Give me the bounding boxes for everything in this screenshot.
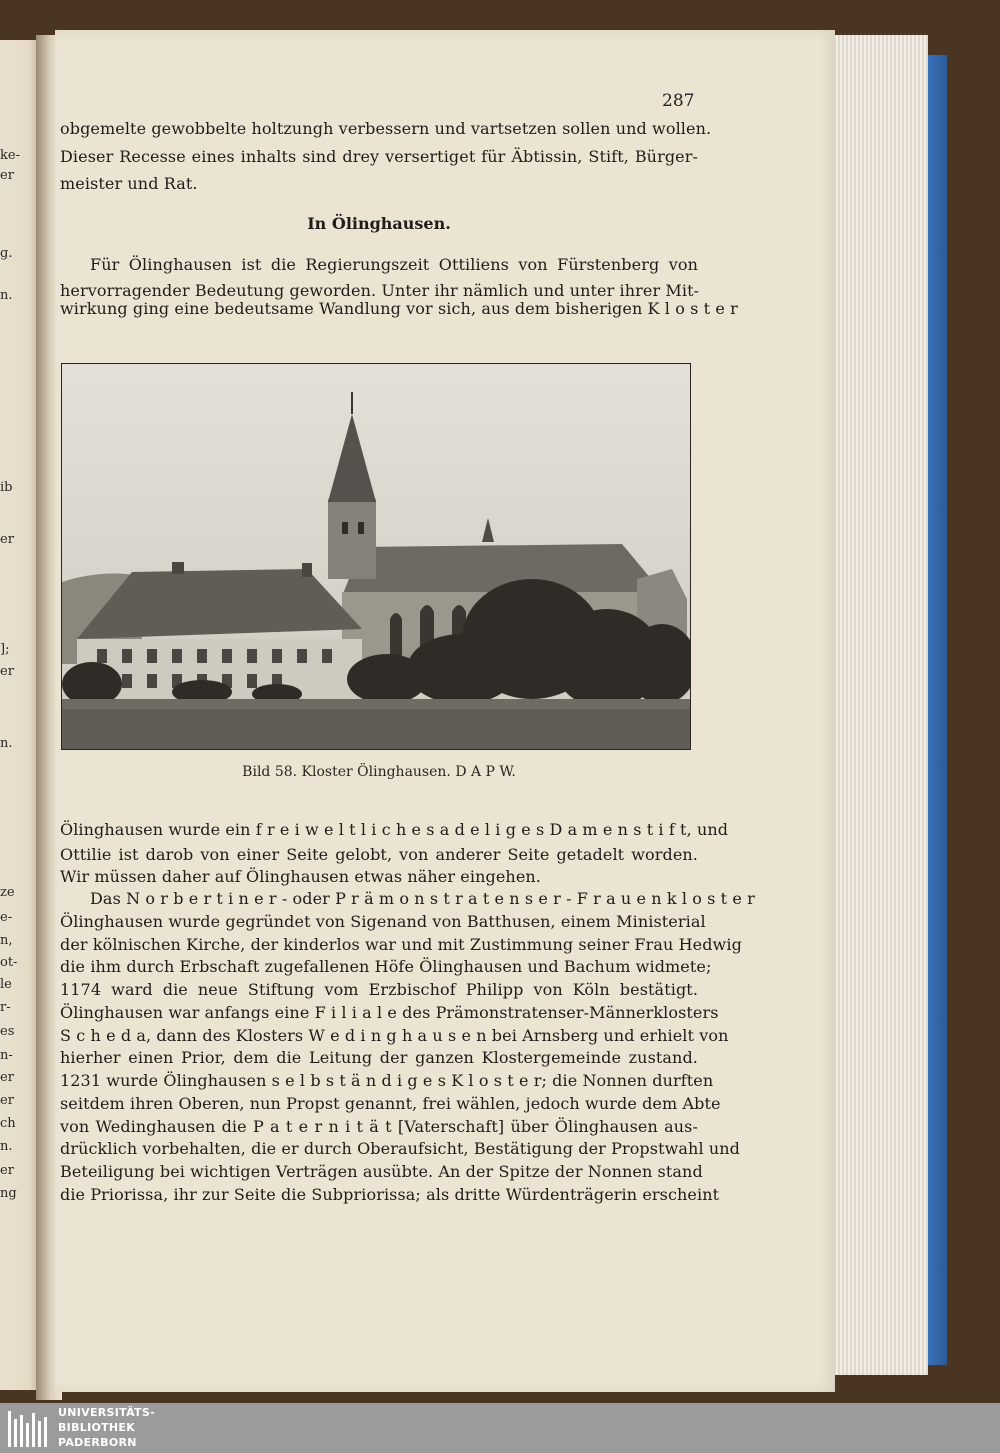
text-line: 1174 ward die neue Stiftung vom Erzbischof Philipp von Köln bestätigt.: [60, 980, 698, 999]
left-page-fragment: er: [0, 1163, 14, 1178]
library-name-line: UNIVERSITÄTS-: [58, 1406, 155, 1419]
left-page-fragment: n.: [0, 1139, 13, 1154]
text-line: hervorragender Bedeutung geworden. Unter ihr nämlich und unter ihrer Mit-: [60, 281, 700, 300]
section-heading: In Ölinghausen.: [307, 214, 451, 233]
left-page-fragment: er: [0, 1070, 14, 1085]
left-page-fragment: ib: [0, 480, 13, 495]
left-page-fragment: ng: [0, 1186, 17, 1201]
left-page-fragment: er: [0, 532, 14, 547]
left-page-fragment: ke-: [0, 148, 20, 163]
left-page-fragment: er: [0, 1093, 14, 1108]
left-page-fragment: er: [0, 168, 14, 183]
text-line: Beteiligung bei wichtigen Verträgen ausübte. An der Spitze der Nonnen stand: [60, 1162, 703, 1181]
page-stack-edges: [828, 35, 928, 1375]
text-line: hierher einen Prior, dem die Leitung der ganzen Klostergemeinde zustand.: [60, 1048, 698, 1067]
text-line: Dieser Recesse eines inhalts sind drey versertiget für Äbtissin, Stift, Bürger-: [60, 147, 698, 166]
left-page-fragment: n-: [0, 1048, 13, 1063]
text-line: die ihm durch Erbschaft zugefallenen Höfe Ölinghausen und Bachum widmete;: [60, 957, 712, 976]
left-page-fragment: ot-: [0, 955, 18, 970]
text-line: Wir müssen daher auf Ölinghausen etwas näher eingehen.: [60, 867, 541, 886]
left-page-fragment: r-: [0, 1000, 11, 1015]
left-page-fragment: ch: [0, 1116, 16, 1131]
figure-caption: Bild 58. Kloster Ölinghausen. D A P W.: [242, 764, 516, 780]
text-line: wirkung ging eine bedeutsame Wandlung vor sich, aus dem bisherigen K l o s t e r: [60, 299, 738, 318]
text-line: die Priorissa, ihr zur Seite die Subpriorissa; als dritte Würdenträgerin erscheint: [60, 1185, 720, 1204]
left-page-fragment: g.: [0, 246, 13, 261]
text-line: Ölinghausen war anfangs eine F i l i a l e des Prämonstratenser-Männerklosters: [60, 1003, 719, 1022]
text-line: von Wedinghausen die P a t e r n i t ä t [Vaterschaft] über Ölinghausen aus-: [60, 1117, 698, 1136]
text-line: Ölinghausen wurde ein f r e i w e l t l i c h e s a d e l i g e s D a m e n s t i f t, und: [60, 820, 729, 839]
text-line: S c h e d a, dann des Klosters W e d i n g h a u s e n bei Arnsberg und erhielt von: [60, 1026, 729, 1045]
library-name-line: PADERBORN: [58, 1436, 137, 1449]
left-page-fragment: e-: [0, 910, 13, 925]
left-page-fragment: n.: [0, 736, 13, 751]
text-line: der kölnischen Kirche, der kinderlos war und mit Zustimmung seiner Frau Hedwig: [60, 935, 742, 954]
text-line: Für Ölinghausen ist die Regierungszeit Ottiliens von Fürstenberg von: [90, 255, 698, 274]
left-page-fragment: er: [0, 664, 14, 679]
church-photograph: [61, 363, 691, 750]
library-name-line: BIBLIOTHEK: [58, 1421, 136, 1434]
left-page-fragment: le: [0, 977, 12, 992]
left-page-fragment: n,: [0, 933, 13, 948]
text-line: drücklich vorbehalten, die er durch Oberaufsicht, Bestätigung der Propstwahl und: [60, 1139, 741, 1158]
left-page-fragment: n.: [0, 288, 13, 303]
text-line: Ölinghausen wurde gegründet von Sigenand von Batthusen, einem Ministerial: [60, 912, 706, 931]
left-page-fragment: es: [0, 1024, 15, 1039]
library-footer-bar: [0, 1403, 1000, 1453]
left-page-fragment: ];: [0, 642, 10, 657]
university-library-logo-icon: [8, 1411, 50, 1447]
page-number: 287: [662, 91, 695, 111]
text-line: seitdem ihren Oberen, nun Propst genannt, frei wählen, jedoch wurde dem Abte: [60, 1094, 721, 1113]
text-line: obgemelte gewobbelte holtzungh verbessern und vartsetzen sollen und wollen.: [60, 119, 712, 138]
text-line: meister und Rat.: [60, 174, 198, 193]
text-line: Das N o r b e r t i n e r - oder P r ä m o n s t r a t e n s e r - F r a u e n k l o s t e r: [90, 889, 755, 908]
text-line: 1231 wurde Ölinghausen s e l b s t ä n d i g e s K l o s t e r; die Nonnen durften: [60, 1071, 714, 1090]
library-name: [58, 1405, 155, 1450]
text-line: Ottilie ist darob von einer Seite gelobt, von anderer Seite getadelt worden.: [60, 845, 698, 864]
kloster-oelinghausen-illustration: [62, 364, 690, 749]
left-page-fragment: ze: [0, 885, 15, 900]
